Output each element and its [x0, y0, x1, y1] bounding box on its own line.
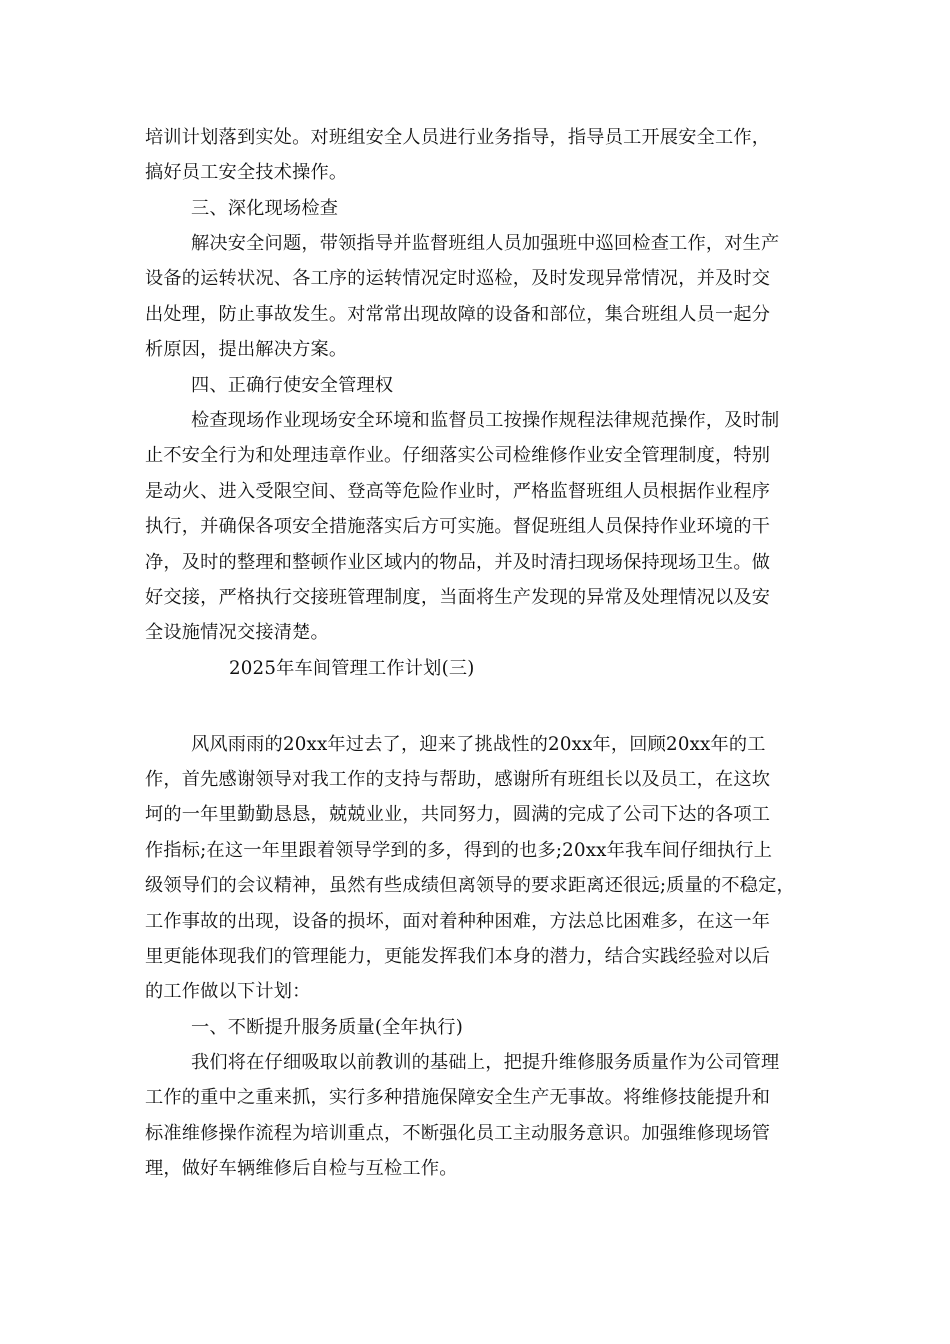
body-text-line: 作，首先感谢领导对我工作的支持与帮助，感谢所有班组长以及员工，在这坎 — [145, 769, 771, 790]
document-title: 2025年车间管理工作计划(三) — [229, 658, 475, 679]
body-text-line: 全设施情况交接清楚。 — [145, 622, 329, 643]
body-text-line: 检查现场作业现场安全环境和监督员工按操作规程法律规范操作，及时制 — [191, 410, 780, 431]
body-text-line: 出处理，防止事故发生。对常常出现故障的设备和部位，集合班组人员一起分 — [145, 304, 771, 325]
body-text-line: 是动火、进入受限空间、登高等危险作业时，严格监督班组人员根据作业程序 — [145, 481, 771, 502]
body-text-line: 的工作做以下计划： — [145, 981, 311, 1002]
section-heading: 三、深化现场检查 — [191, 198, 339, 219]
body-text-line: 风风雨雨的20xx年过去了，迎来了挑战性的20xx年，回顾20xx年的工 — [191, 734, 766, 755]
body-text-line: 标准维修操作流程为培训重点，不断强化员工主动服务意识。加强维修现场管 — [145, 1123, 771, 1144]
body-text-line: 工作事故的出现，设备的损坏，面对着种种困难，方法总比困难多，在这一年 — [145, 911, 771, 932]
body-text-line: 坷的一年里勤勤恳恳，兢兢业业，共同努力，圆满的完成了公司下达的各项工 — [145, 804, 771, 825]
body-text-line: 执行，并确保各项安全措施落实后方可实施。督促班组人员保持作业环境的干 — [145, 516, 771, 537]
body-text-line: 工作的重中之重来抓，实行多种措施保障安全生产无事故。将维修技能提升和 — [145, 1087, 771, 1108]
body-text-line: 我们将在仔细吸取以前教训的基础上，把提升维修服务质量作为公司管理 — [191, 1052, 780, 1073]
body-text-line: 好交接，严格执行交接班管理制度，当面将生产发现的异常及处理情况以及安 — [145, 587, 771, 608]
body-text-line: 析原因，提出解决方案。 — [145, 339, 348, 360]
body-text-line: 设备的运转状况、各工序的运转情况定时巡检，及时发现异常情况，并及时交 — [145, 268, 771, 289]
body-text-line: 级领导们的会议精神，虽然有些成绩但离领导的要求距离还很远;质量的不稳定， — [145, 875, 795, 896]
body-text-line: 搞好员工安全技术操作。 — [145, 162, 348, 183]
body-text-line: 解决安全问题，带领指导并监督班组人员加强班中巡回检查工作，对生产 — [191, 233, 780, 254]
section-heading: 一、不断提升服务质量(全年执行) — [191, 1017, 464, 1038]
body-text-line: 作指标;在这一年里跟着领导学到的多，得到的也多;20xx年我车间仔细执行上 — [145, 840, 773, 861]
body-text-line: 培训计划落到实处。对班组安全人员进行业务指导，指导员工开展安全工作， — [145, 127, 771, 148]
section-heading: 四、正确行使安全管理权 — [191, 375, 394, 396]
body-text-line: 理，做好车辆维修后自检与互检工作。 — [145, 1158, 458, 1179]
body-text-line: 里更能体现我们的管理能力，更能发挥我们本身的潜力，结合实践经验对以后 — [145, 946, 771, 967]
body-text-line: 止不安全行为和处理违章作业。仔细落实公司检维修作业安全管理制度，特别 — [145, 445, 771, 466]
body-text-line: 净，及时的整理和整顿作业区域内的物品，并及时清扫现场保持现场卫生。做 — [145, 552, 771, 573]
